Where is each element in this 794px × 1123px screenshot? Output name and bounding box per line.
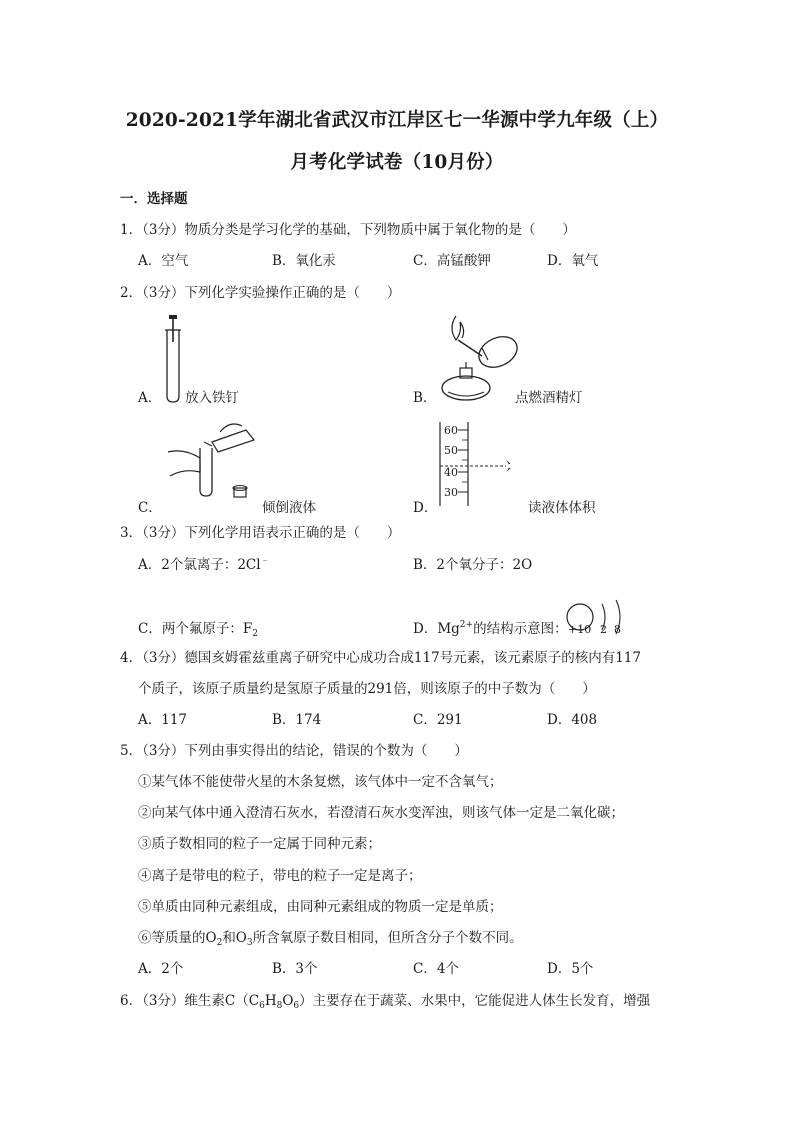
q2-caption-d: 读液体体积 [528, 500, 596, 516]
test-tube-nail-figure [158, 312, 188, 404]
q2-caption-a: 放入铁钉 [185, 390, 239, 406]
pouring-liquid-figure [160, 412, 260, 506]
q2-label-d: D． [413, 500, 438, 516]
q4-option-d: D．408 [547, 712, 598, 728]
q1-option-d: D．氧气 [547, 253, 599, 269]
q3-option-d: D．$Mg^{2+}$的结构示意图： [413, 620, 568, 637]
cylinder-tick-30: 30 [444, 486, 458, 499]
shell-1-electrons: 2 [600, 623, 607, 636]
exam-title-line2: 月考化学试卷（10月份） [290, 152, 504, 173]
q4-stem-line1: 4．（3分）德国亥姆霍兹重离子研究中心成功合成117号元素，该元素原子的核内有117 [120, 650, 641, 666]
q5-statement-4: ④离子是带电的粒子，带电的粒子一定是离子； [138, 868, 422, 884]
q5-statement-5: ⑤单质由同种元素组成，由同种元素组成的物质一定是单质； [138, 899, 503, 915]
q1-stem: 1．（3分）物质分类是学习化学的基础，下列物质中属于氧化物的是（ ） [120, 222, 576, 238]
q2-caption-b: 点燃酒精灯 [515, 390, 583, 406]
q5-statement-6: ⑥等质量的$O_2$和$O_3$所含氧原子数目相同，但所含分子个数不同。 [138, 930, 523, 948]
q4-option-a: A．117 [138, 712, 188, 728]
q3-option-c: C．两个氟原子：$F_2$ [138, 621, 258, 639]
q5-stem: 5．（3分）下列由事实得出的结论，错误的个数为（ ） [120, 743, 468, 759]
q5-option-a: A．2个 [138, 961, 184, 977]
cylinder-tick-60: 60 [444, 424, 458, 437]
q2-label-a: A． [138, 390, 162, 406]
q5-option-c: C．4个 [413, 961, 459, 977]
nucleus-charge: +10 [568, 623, 592, 636]
exam-title-line1: 2020-2021学年湖北省武汉市江岸区七一华源中学九年级（上） [125, 110, 669, 131]
q2-stem: 2．（3分）下列化学实验操作正确的是（ ） [120, 285, 401, 301]
q4-option-b: B．174 [272, 712, 322, 728]
q3-option-a: A．2个氯离子：2Cl﹣ [138, 556, 270, 573]
q1-option-b: B．氧化汞 [272, 253, 336, 269]
section-heading: 一．选择题 [120, 191, 188, 207]
q2-caption-c: 倾倒液体 [262, 500, 316, 516]
q5-option-d: D．5个 [547, 961, 594, 977]
q5-statement-3: ③质子数相同的粒子一定属于同种元素； [138, 836, 381, 852]
q5-statement-2: ②向某气体中通入澄清石灰水，若澄清石灰水变浑浊，则该气体一定是二氧化碳； [138, 805, 624, 821]
q1-option-c: C．高锰酸钾 [413, 253, 491, 269]
q4-stem-line2: 个质子，该原子质量约是氢原子质量的291倍，则该原子的中子数为（ ） [138, 681, 596, 697]
q2-label-b: B． [413, 390, 437, 406]
q4-option-c: C．291 [413, 712, 463, 728]
cylinder-tick-50: 50 [444, 444, 458, 457]
q3-option-b: B．2个氧分子：2O [413, 557, 533, 573]
shell-2-electrons: 8 [614, 623, 621, 636]
q5-statement-1: ①某气体不能使带火星的木条复燃，该气体中一定不含氧气； [138, 774, 503, 790]
q6-stem: 6．（3分）维生素$C(C_6H_8O_6)$主要存在于蔬菜、水果中，它能促进人体生长发育，增强 [120, 993, 651, 1011]
q1-option-a: A．空气 [138, 253, 189, 269]
q3-stem: 3．（3分）下列化学用语表示正确的是（ ） [120, 525, 401, 541]
cylinder-tick-40: 40 [444, 466, 458, 479]
q5-option-b: B．3个 [272, 961, 318, 977]
q2-label-c: C． [138, 500, 162, 516]
alcohol-lamp-figure [432, 312, 524, 404]
